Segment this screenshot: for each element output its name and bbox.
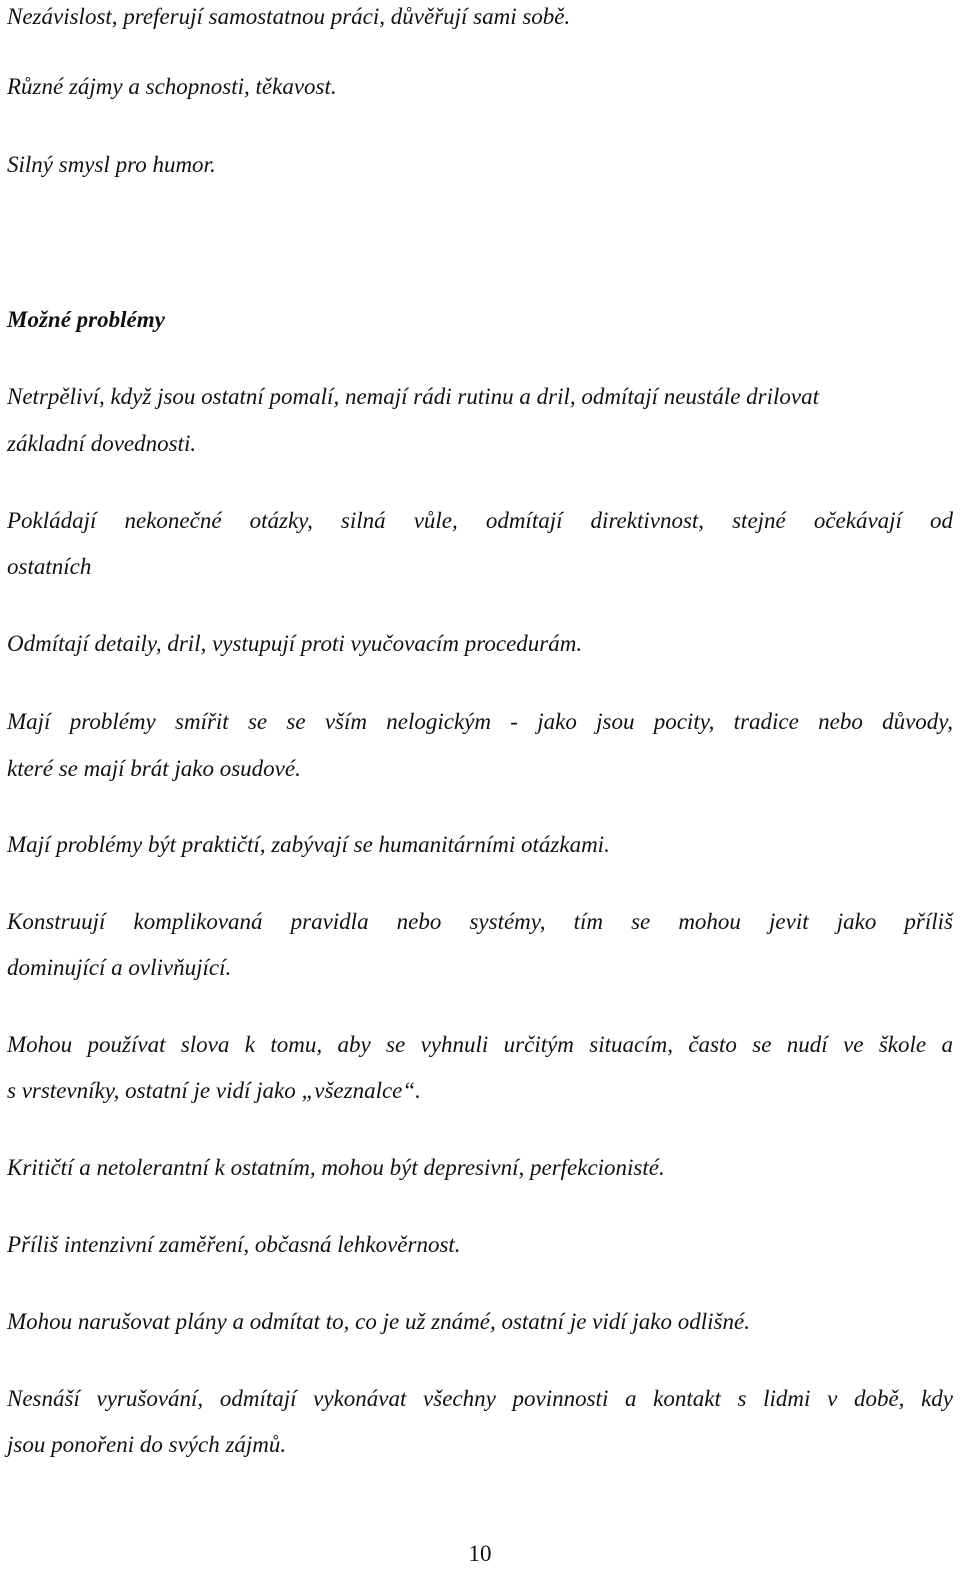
text-line: Pokládají nekonečné otázky, silná vůle, odmítají direktivnost, stejné očekávají od [7, 508, 953, 533]
text-line: Silný smysl pro humor. [7, 152, 216, 177]
text-line: Netrpěliví, když jsou ostatní pomalí, nemají rádi rutinu a dril, odmítají neustále drilovat [7, 384, 819, 409]
text-line: dominující a ovlivňující. [7, 955, 232, 980]
section-heading: Možné problémy [7, 307, 165, 332]
text-line: Nezávislost, preferují samostatnou práci, důvěřují sami sobě. [7, 4, 571, 29]
text-line: Mohou narušovat plány a odmítat to, co je už známé, ostatní je vidí jako odlišné. [7, 1309, 750, 1334]
text-line: Mohou používat slova k tomu, aby se vyhnuli určitým situacím, často se nudí ve škole a [7, 1032, 953, 1057]
text-line: Konstruují komplikovaná pravidla nebo systémy, tím se mohou jevit jako příliš [7, 909, 953, 934]
text-line: Nesnáší vyrušování, odmítají vykonávat všechny povinnosti a kontakt s lidmi v době, kdy [7, 1386, 953, 1411]
text-line: Mají problémy být praktičtí, zabývají se humanitárními otázkami. [7, 832, 610, 857]
text-line: Různé zájmy a schopnosti, těkavost. [7, 74, 337, 99]
text-line: jsou ponořeni do svých zájmů. [7, 1432, 287, 1457]
text-line: které se mají brát jako osudové. [7, 756, 301, 781]
text-line: základní dovednosti. [7, 431, 197, 456]
page-number: 10 [468, 1541, 492, 1566]
text-line: Mají problémy smířit se se vším nelogickým - jako jsou pocity, tradice nebo důvody, [7, 709, 953, 734]
text-line: Příliš intenzivní zaměření, občasná lehkověrnost. [7, 1232, 461, 1257]
text-line: Odmítají detaily, dril, vystupují proti vyučovacím procedurám. [7, 631, 583, 656]
text-line: s vrstevníky, ostatní je vidí jako „všeznalce“. [7, 1078, 421, 1103]
text-line: Kritičtí a netolerantní k ostatním, mohou být depresivní, perfekcionisté. [7, 1155, 665, 1180]
text-line: ostatních [7, 554, 92, 579]
